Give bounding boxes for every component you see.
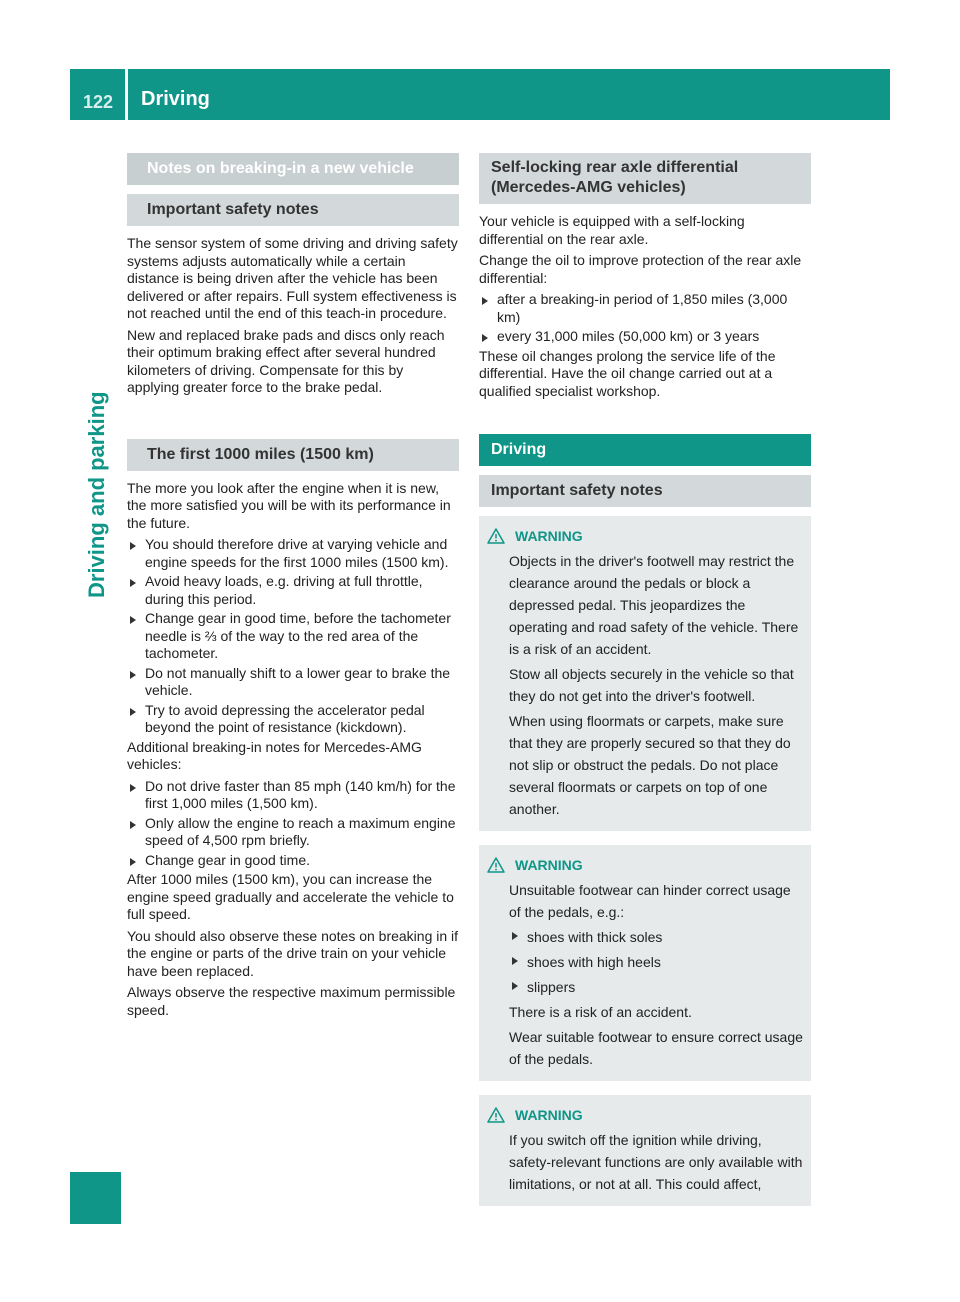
bullet-list: [127, 778, 459, 870]
paragraph: After 1000 miles (1500 km), you can increase the engine speed gradually and accelerate the vehicle to full speed.: [127, 871, 454, 922]
paragraph: You should also observe these notes on breaking in if the engine or parts of the drive train on your vehicle have been replaced.: [127, 927, 459, 979]
paragraph: There is a risk of an accident.: [509, 1004, 692, 1020]
paragraph: New and replaced brake pads and discs only reach their optimum braking effect after several hundred kilometers of driving. Compensate for this by applying greater force to the brake pedal.: [127, 326, 445, 395]
list-item: Only allow the engine to reach a maximum engine speed of 4,500 rpm briefly.: [127, 815, 459, 850]
warning-box: [479, 516, 811, 831]
list-item: Do not drive faster than 85 mph (140 km/h) for the first 1,000 miles (1,500 km).: [127, 778, 459, 813]
list-item: Do not manually shift to a lower gear to brake the vehicle.: [127, 665, 459, 700]
paragraph: The sensor system of some driving and driving safety systems adjusts automatically while a certain distance is being driven after the vehicle has been delivered or after repairs. Full system effectiveness is not reached until the end of this teach-in procedure.: [127, 235, 458, 321]
bullet-list: [509, 926, 803, 998]
warning-triangle-icon: [487, 857, 505, 873]
paragraph: Additional breaking-in notes for Mercedes-AMG vehicles:: [127, 738, 422, 772]
section-title-driving: Driving: [479, 434, 811, 466]
paragraph: If you switch off the ignition while driving, safety-relevant functions are only available with limitations, or not at all. This could affect,: [509, 1132, 803, 1192]
warning-box: [479, 1095, 811, 1206]
header-divider: [125, 69, 128, 120]
list-item: Change gear in good time.: [127, 852, 459, 870]
paragraph: Wear suitable footwear to ensure correct usage of the pedals.: [509, 1029, 803, 1067]
paragraph: Stow all objects securely in the vehicle so that they do not get into the driver's footwell.: [509, 666, 794, 704]
right-column: [479, 153, 811, 1220]
paragraph: The more you look after the engine when it is new, the more satisfied you will be with its performance in the future.: [127, 479, 451, 531]
warning-box: [479, 845, 811, 1081]
left-column: [127, 153, 459, 1023]
bullet-list: [479, 291, 811, 346]
paragraph: Unsuitable footwear can hinder correct usage of the pedals, e.g.:: [509, 882, 791, 920]
warning-triangle-icon: [487, 528, 505, 544]
list-item: shoes with high heels: [509, 951, 803, 973]
paragraph: When using floormats or carpets, make sure that they are properly secured so that they do not slip or obstruct the pedals. Do not place several floormats or carpets on top of one another.: [509, 713, 791, 817]
bullet-list: [127, 536, 459, 737]
list-item: shoes with thick soles: [509, 926, 803, 948]
paragraph: Your vehicle is equipped with a self-locking differential on the rear axle.: [479, 213, 745, 247]
section-title-differential: Self-locking rear axle differential (Mercedes-AMG vehicles): [479, 153, 811, 204]
section-title-breaking-in: Notes on breaking-in a new vehicle: [127, 153, 459, 185]
warning-heading: WARNING: [487, 526, 803, 546]
list-item: after a breaking-in period of 1,850 miles (3,000 km): [479, 291, 811, 326]
list-item: slippers: [509, 976, 803, 998]
section-title-first-miles: The first 1000 miles (1500 km): [127, 439, 459, 471]
side-tab-label: Driving and parking: [84, 391, 109, 598]
list-item: Try to avoid depressing the accelerator pedal beyond the point of resistance (kickdown).: [127, 702, 459, 737]
chapter-title: Driving: [141, 88, 210, 110]
side-tab-marker: [70, 1172, 121, 1224]
paragraph: These oil changes prolong the service life of the differential. Have the oil change carried out at a qualified specialist workshop.: [479, 347, 776, 399]
warning-triangle-icon: [487, 1107, 505, 1123]
paragraph: Change the oil to improve protection of the rear axle differential:: [479, 252, 802, 286]
warning-heading: WARNING: [487, 855, 803, 875]
page-number: 122: [82, 92, 114, 112]
paragraph: Objects in the driver's footwell may restrict the clearance around the pedals or block a depressed pedal. This jeopardizes the operating and road safety of the vehicle. There is a risk of an accident.: [509, 553, 799, 657]
subsection-title-safety: Important safety notes: [479, 475, 811, 507]
list-item: Avoid heavy loads, e.g. driving at full throttle, during this period.: [127, 573, 459, 608]
list-item: You should therefore drive at varying vehicle and engine speeds for the first 1000 miles (1500 km).: [127, 536, 459, 571]
list-item: Change gear in good time, before the tachometer needle is ⅔ of the way to the red area of the tachometer.: [127, 610, 459, 663]
subsection-title-safety: Important safety notes: [127, 194, 459, 226]
paragraph: Always observe the respective maximum permissible speed.: [127, 984, 456, 1018]
list-item: every 31,000 miles (50,000 km) or 3 years: [479, 328, 811, 346]
warning-heading: WARNING: [487, 1105, 803, 1125]
